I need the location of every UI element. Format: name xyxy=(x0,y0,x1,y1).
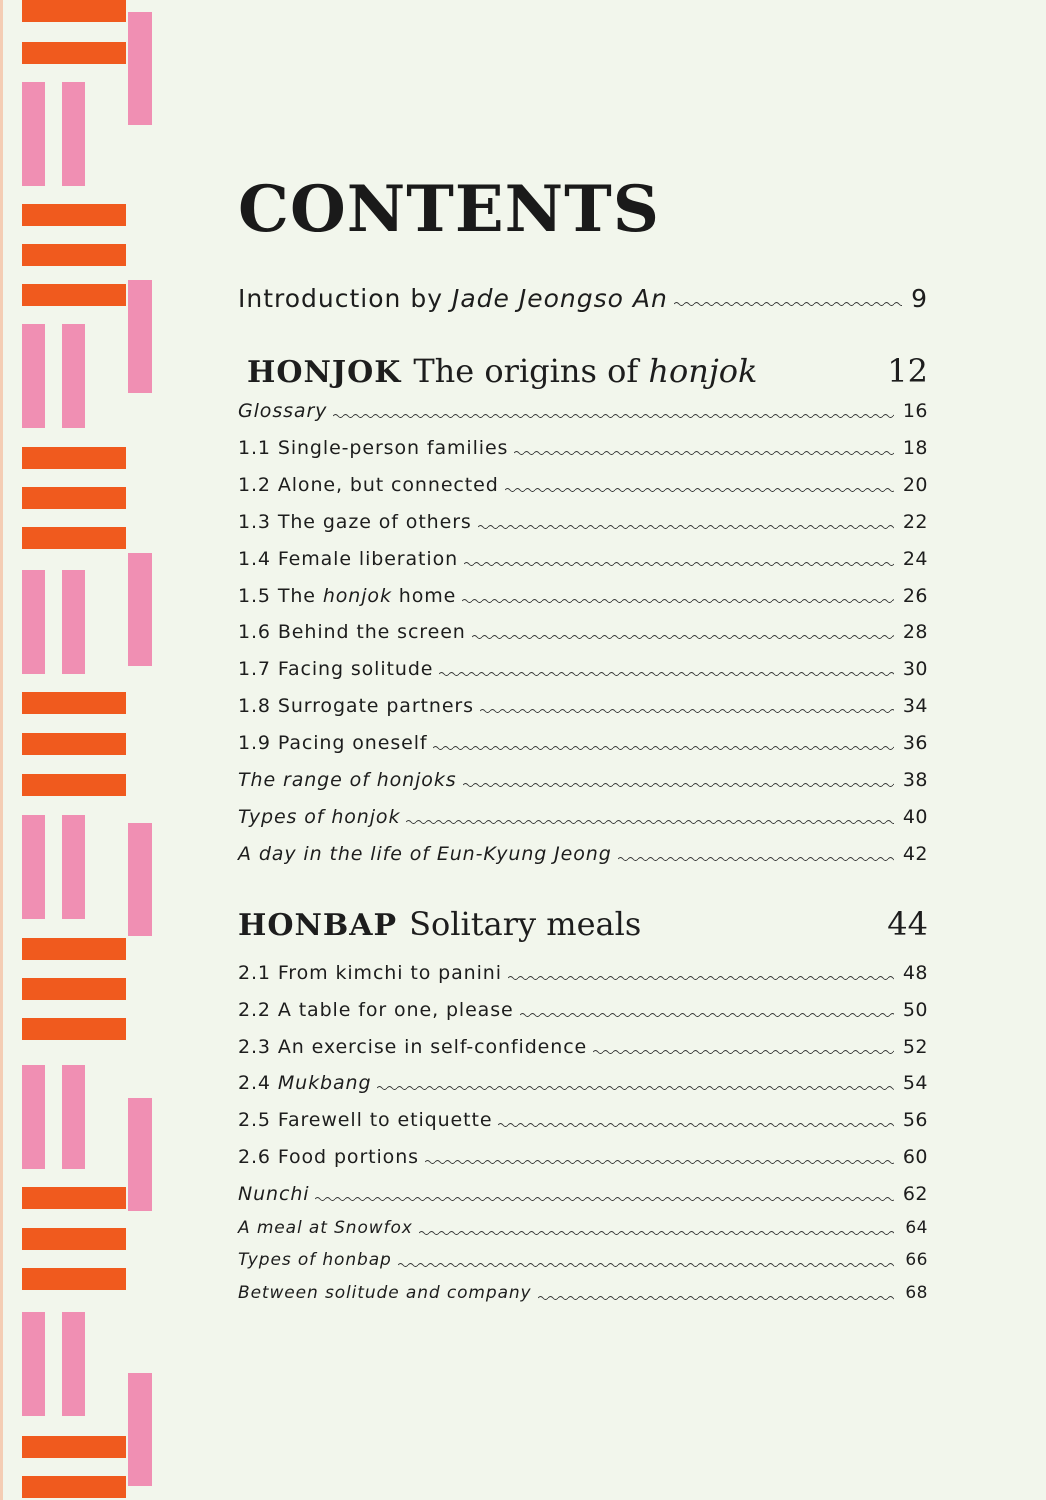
section-subtitle: Solitary meals xyxy=(409,905,642,943)
page-number: 62 xyxy=(902,1182,928,1205)
wavy-leader xyxy=(464,561,894,567)
entry-text: 2.1 From kimchi to panini xyxy=(238,962,502,984)
toc-entry[interactable] xyxy=(238,843,928,865)
wavy-leader xyxy=(419,1230,894,1236)
toc-entry[interactable] xyxy=(238,695,928,717)
wavy-leader xyxy=(505,487,894,493)
entry-text-italic: Between solitude and company xyxy=(238,1283,532,1303)
page-number: 48 xyxy=(902,962,928,984)
toc-entry-label xyxy=(238,695,474,717)
toc-entry-label xyxy=(238,1218,413,1238)
wavy-leader xyxy=(463,782,894,788)
wavy-leader xyxy=(315,1196,894,1202)
toc-entry[interactable] xyxy=(238,1218,928,1238)
page-number: 52 xyxy=(902,1035,928,1058)
entry-text: 1.8 Surrogate partners xyxy=(238,695,474,718)
page-number: 38 xyxy=(902,769,928,791)
toc-entry[interactable] xyxy=(238,962,928,984)
intro-author: Jade Jeongso An xyxy=(451,284,668,313)
toc-entry[interactable] xyxy=(238,1283,928,1303)
wavy-leader xyxy=(514,450,894,456)
entry-text: 1.5 The xyxy=(238,584,323,607)
toc-entry-label xyxy=(238,806,400,828)
toc-entry[interactable] xyxy=(238,1072,928,1094)
toc-entry[interactable] xyxy=(238,732,928,754)
entry-text-italic: Types of honbap xyxy=(238,1250,392,1270)
page-number: 68 xyxy=(905,1283,928,1303)
toc-entry-label xyxy=(238,474,499,496)
page-number: 20 xyxy=(902,473,928,496)
page-number: 30 xyxy=(902,658,928,681)
toc-entry-label xyxy=(238,962,502,984)
toc-entry[interactable] xyxy=(238,1183,928,1205)
toc-entry[interactable] xyxy=(238,658,928,680)
toc-entry-label xyxy=(238,1036,587,1058)
toc-entry[interactable] xyxy=(238,1146,928,1168)
wavy-leader xyxy=(498,1122,894,1128)
wavy-leader xyxy=(377,1085,894,1091)
toc-entry[interactable] xyxy=(238,548,928,570)
toc-entry-label xyxy=(238,843,612,865)
page-number: 66 xyxy=(905,1250,928,1270)
entry-text: 1.1 Single-person families xyxy=(238,436,509,459)
page-number: 26 xyxy=(902,584,928,607)
wavy-leader xyxy=(478,524,894,530)
entry-text: 1.2 Alone, but connected xyxy=(238,473,499,496)
toc-entry[interactable] xyxy=(238,1250,928,1270)
page-number: 56 xyxy=(902,1109,928,1132)
wavy-leader xyxy=(462,598,894,604)
toc-entry[interactable] xyxy=(238,1036,928,1058)
entry-text-italic: Nunchi xyxy=(238,1182,310,1205)
toc-entry[interactable] xyxy=(238,999,928,1021)
toc-entry-label xyxy=(238,1283,532,1303)
toc-entry-label xyxy=(238,548,458,570)
entry-text: home xyxy=(391,584,457,607)
toc-entry-label xyxy=(238,511,472,533)
page-number: 64 xyxy=(905,1218,928,1238)
wavy-leader xyxy=(480,708,894,714)
toc-entry-label xyxy=(238,400,327,422)
page-number: 18 xyxy=(902,436,928,459)
entry-text: 1.7 Facing solitude xyxy=(238,658,434,681)
section-page-number: 44 xyxy=(887,905,928,943)
decorative-stripe-pattern xyxy=(0,0,160,1500)
entry-text-italic: honjok xyxy=(322,584,392,607)
entry-text: 2.3 An exercise in self-confidence xyxy=(238,1035,588,1058)
toc-entry[interactable] xyxy=(238,474,928,496)
wavy-leader xyxy=(425,1159,894,1165)
intro-label: Introduction by xyxy=(238,284,452,313)
orange-bars xyxy=(22,0,126,1498)
entry-text-italic: Types of honjok xyxy=(238,805,401,828)
toc-entry-label xyxy=(238,1250,392,1270)
section-keyword: HONBAP xyxy=(238,908,398,943)
entry-text: 2.5 Farewell to etiquette xyxy=(238,1109,493,1132)
wavy-leader xyxy=(406,819,894,825)
entry-text: 2.4 xyxy=(238,1072,278,1095)
entry-text: 1.3 The gaze of others xyxy=(238,510,472,533)
page-number: 60 xyxy=(902,1146,928,1168)
toc-entry[interactable] xyxy=(238,400,928,422)
wavy-leader xyxy=(593,1049,894,1055)
section-heading-honbap[interactable] xyxy=(238,905,928,943)
page-number: 36 xyxy=(902,732,928,755)
entry-text-italic: Glossary xyxy=(238,400,328,422)
section-subtitle-em: honjok xyxy=(648,352,758,390)
toc-entry-introduction[interactable] xyxy=(238,284,928,313)
toc-entry[interactable] xyxy=(238,585,928,607)
section-subtitle: The origins of xyxy=(413,352,649,390)
wavy-leader xyxy=(433,745,894,751)
wavy-leader xyxy=(398,1262,894,1268)
toc-entry-label xyxy=(238,1072,371,1094)
entry-text: 2.6 Food portions xyxy=(238,1146,419,1168)
page-number: 28 xyxy=(902,621,928,644)
toc-entry-label xyxy=(238,1109,492,1131)
wavy-leader xyxy=(618,856,894,862)
entry-text: 1.4 Female liberation xyxy=(238,547,459,570)
toc-entry-label xyxy=(238,658,433,680)
page-number: 16 xyxy=(902,400,928,422)
toc-entry[interactable] xyxy=(238,1109,928,1131)
wavy-leader xyxy=(520,1012,894,1018)
entry-text-italic: A meal at Snowfox xyxy=(238,1218,413,1238)
wavy-leader xyxy=(439,671,894,677)
section-heading-honjok[interactable] xyxy=(238,352,928,390)
entry-text: 1.9 Pacing oneself xyxy=(238,732,428,755)
toc-entry-label xyxy=(238,437,508,459)
entry-text-italic: The range of honjoks xyxy=(238,769,457,791)
entry-text: 2.2 A table for one, please xyxy=(238,998,514,1021)
section-keyword: HONJOK xyxy=(247,355,402,390)
toc-entry-label xyxy=(238,732,427,754)
toc-entry[interactable] xyxy=(238,621,928,643)
page-number: 22 xyxy=(902,510,928,533)
toc-entry-label xyxy=(238,621,466,643)
entry-text-italic: Mukbang xyxy=(277,1072,372,1095)
wavy-leader xyxy=(538,1295,894,1301)
toc-entry-label xyxy=(238,1183,309,1205)
page-number: 24 xyxy=(902,547,928,570)
toc-entry[interactable] xyxy=(238,769,928,791)
toc-entry-label xyxy=(238,769,457,791)
page-number: 54 xyxy=(902,1072,928,1095)
wavy-leader xyxy=(472,634,894,640)
wavy-leader xyxy=(333,413,894,419)
toc-entry-label xyxy=(238,585,456,607)
wavy-leader xyxy=(508,975,894,981)
page-number: 50 xyxy=(902,998,928,1021)
page-number: 42 xyxy=(902,842,928,865)
entry-text-italic: A day in the life of Eun-Kyung Jeong xyxy=(238,842,612,865)
entry-text: 1.6 Behind the screen xyxy=(238,621,466,644)
page-title: CONTENTS xyxy=(238,172,660,247)
toc-entry[interactable] xyxy=(238,511,928,533)
page-number: 40 xyxy=(902,805,928,828)
page-number: 34 xyxy=(902,695,928,718)
page-number: 9 xyxy=(911,284,928,313)
toc-entry-label xyxy=(238,1146,419,1168)
dotted-leader xyxy=(674,301,902,307)
toc-entry-label xyxy=(238,999,514,1021)
toc-entry[interactable] xyxy=(238,437,928,459)
section-page-number: 12 xyxy=(887,352,928,390)
toc-entry[interactable] xyxy=(238,806,928,828)
